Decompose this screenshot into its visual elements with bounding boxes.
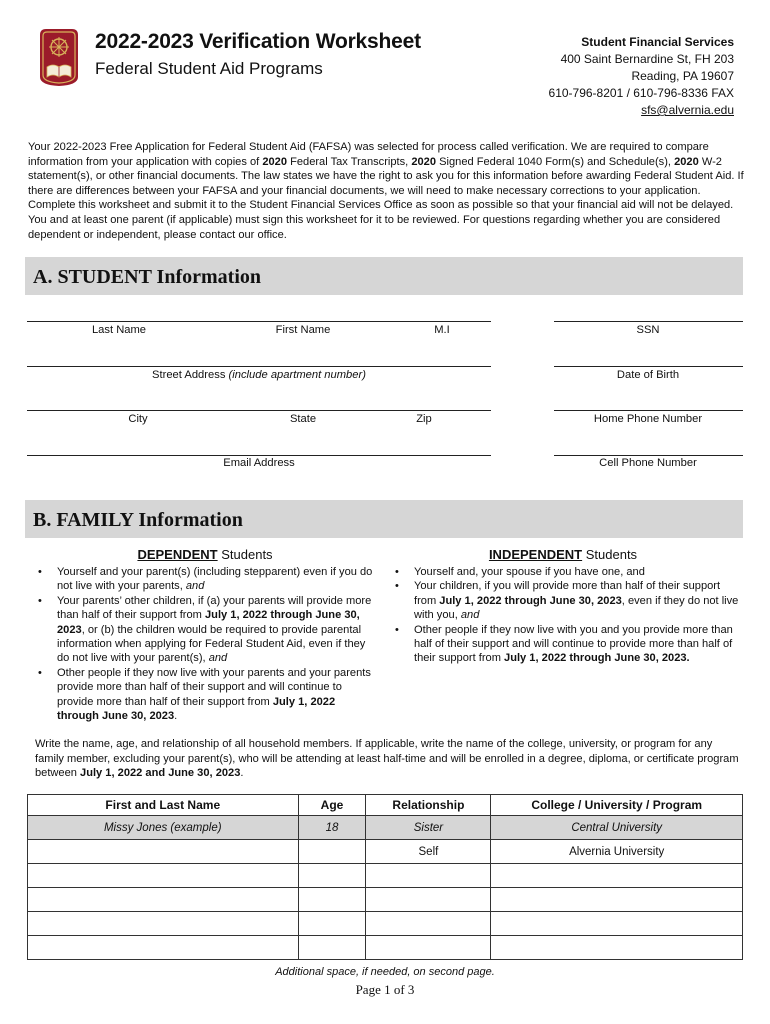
table-cell-input[interactable] [491, 912, 743, 936]
table-row-blank [28, 912, 743, 936]
table-cell-input[interactable] [366, 888, 491, 912]
office-contact-block [549, 34, 734, 119]
table-header-row [28, 795, 743, 816]
table-cell: 18 [298, 816, 366, 840]
first-name-label: First Name [275, 324, 331, 336]
table-row-example [28, 816, 743, 840]
column-header: Relationship [366, 795, 491, 816]
dependent-item: • Other people if they now live with your parents and your parents provide more than half of their support and will continue to provide more than half of their support from July 1, 2022 through June 30, 2023. [33, 666, 378, 724]
home-phone-label: Home Phone Number [593, 413, 703, 425]
dob-label: Date of Birth [616, 369, 680, 381]
table-cell: Sister [366, 816, 491, 840]
column-header: College / University / Program [491, 795, 743, 816]
section-b-title: B. FAMILY Information [33, 509, 243, 531]
table-cell-input[interactable] [298, 936, 366, 960]
table-row-self [28, 840, 743, 864]
office-phone: 610-796-8201 / 610-796-8336 FAX [548, 86, 734, 100]
street-address-label: Street Address (include apartment number) [152, 369, 366, 381]
table-cell-input[interactable] [28, 912, 299, 936]
table-cell: Self [366, 840, 491, 864]
independent-item: • Your children, if you will provide more than half of their support from July 1, 2022 through June 30, 2023, even if they do not live with you, and [390, 579, 740, 622]
dependent-heading: DEPENDENT Students [137, 547, 273, 562]
page-title: 2022-2023 Verification Worksheet [95, 30, 421, 53]
email-field-line[interactable] [27, 455, 491, 456]
cell-phone-label: Cell Phone Number [599, 457, 697, 469]
household-instructions: Write the name, age, and relationship of all household members. If applicable, write the name of the college, university, or program for any family member, excluding your parent(s), who will be attending at least half-time and will be enrolled in a degree, diploma, or certificate program between July 1, 2022 and June 30, 2023. [35, 738, 739, 780]
dependent-item: • Your parents’ other children, if (a) your parents will provide more than half of their support from July 1, 2022 through June 30, 2023, or (b) the children would be required to provide parental information when applying for Federal Student Aid, even if they do not live with your parent(s), and [33, 594, 378, 666]
office-city: Reading, PA 19607 [631, 69, 734, 83]
independent-item: • Yourself and, your spouse if you have one, and [390, 565, 740, 579]
table-cell-input[interactable] [366, 912, 491, 936]
section-a-header [25, 257, 743, 295]
table-cell-input[interactable] [366, 864, 491, 888]
table-cell: Missy Jones (example) [28, 816, 299, 840]
home-phone-field-line[interactable] [554, 410, 743, 411]
table-cell: Central University [491, 816, 743, 840]
independent-item: • Other people if they now live with you and you provide more than half of their support and will continue to provide more than half of their support from July 1, 2022 through June 30, 2023. [390, 623, 740, 666]
alvernia-crest-logo [38, 27, 80, 87]
table-cell-input[interactable] [298, 888, 366, 912]
table-cell-input[interactable] [298, 840, 366, 864]
table-cell: Alvernia University [491, 840, 743, 864]
table-cell-input[interactable] [298, 912, 366, 936]
table-row-blank [28, 936, 743, 960]
dependent-list [33, 565, 378, 723]
table-row-blank [28, 888, 743, 912]
table-cell-input[interactable] [491, 864, 743, 888]
independent-list [390, 565, 740, 666]
middle-initial-label: M.I [434, 324, 450, 336]
table-cell-input[interactable] [491, 936, 743, 960]
column-header: Age [298, 795, 366, 816]
office-address: 400 Saint Bernardine St, FH 203 [560, 52, 734, 66]
state-label: State [289, 413, 317, 425]
intro-paragraph: Your 2022-2023 Free Application for Federal Student Aid (FAFSA) was selected for process called verification. We are required to compare information from your application with copies of 2020 Federal Tax Transcripts, 2020 Signed Federal 1040 Form(s) and Schedule(s), 2020 W-2 statement(s), or other financial documents. The law states we have the right to ask you for this information before awarding Federal Student Aid. If there are differences between your FAFSA and your financial documents, we will need to make necessary corrections to your application. Complete this worksheet and submit it to the Student Financial Services Office as soon as possible so that your financial aid will not be delayed. You and at least one parent (if applicable) must sign this worksheet for it to be reviewed. For questions regarding whether you are considered dependent or independent, please contact our office. [28, 141, 744, 241]
table-cell-input[interactable] [366, 936, 491, 960]
section-b-header [25, 500, 743, 538]
city-label: City [128, 413, 148, 425]
column-header: First and Last Name [28, 795, 299, 816]
table-cell-input[interactable] [298, 864, 366, 888]
office-email-link[interactable]: sfs@alvernia.edu [641, 103, 734, 117]
city-state-zip-field-line[interactable] [27, 410, 491, 411]
page-subtitle: Federal Student Aid Programs [95, 59, 323, 78]
dependent-item: • Yourself and your parent(s) (including stepparent) even if you do not live with your parents, and [33, 565, 378, 594]
page-number: Page 1 of 3 [355, 982, 415, 997]
table-cell-input[interactable] [28, 888, 299, 912]
office-name: Student Financial Services [581, 35, 734, 49]
cell-phone-field-line[interactable] [554, 455, 743, 456]
additional-space-note: Additional space, if needed, on second page. [275, 966, 495, 978]
dob-field-line[interactable] [554, 366, 743, 367]
email-label: Email Address [223, 457, 295, 469]
table-cell-input[interactable] [28, 864, 299, 888]
ssn-label: SSN [636, 324, 660, 336]
section-a-title: A. STUDENT Information [33, 266, 261, 288]
table-cell-input[interactable] [491, 888, 743, 912]
ssn-field-line[interactable] [554, 321, 743, 322]
street-address-field-line[interactable] [27, 366, 491, 367]
zip-label: Zip [416, 413, 432, 425]
household-members-table [27, 794, 743, 960]
last-name-label: Last Name [91, 324, 147, 336]
table-cell-input[interactable] [28, 936, 299, 960]
independent-heading: INDEPENDENT Students [488, 547, 638, 562]
table-cell-input[interactable] [28, 840, 299, 864]
table-row-blank [28, 864, 743, 888]
name-field-line[interactable] [27, 321, 491, 322]
